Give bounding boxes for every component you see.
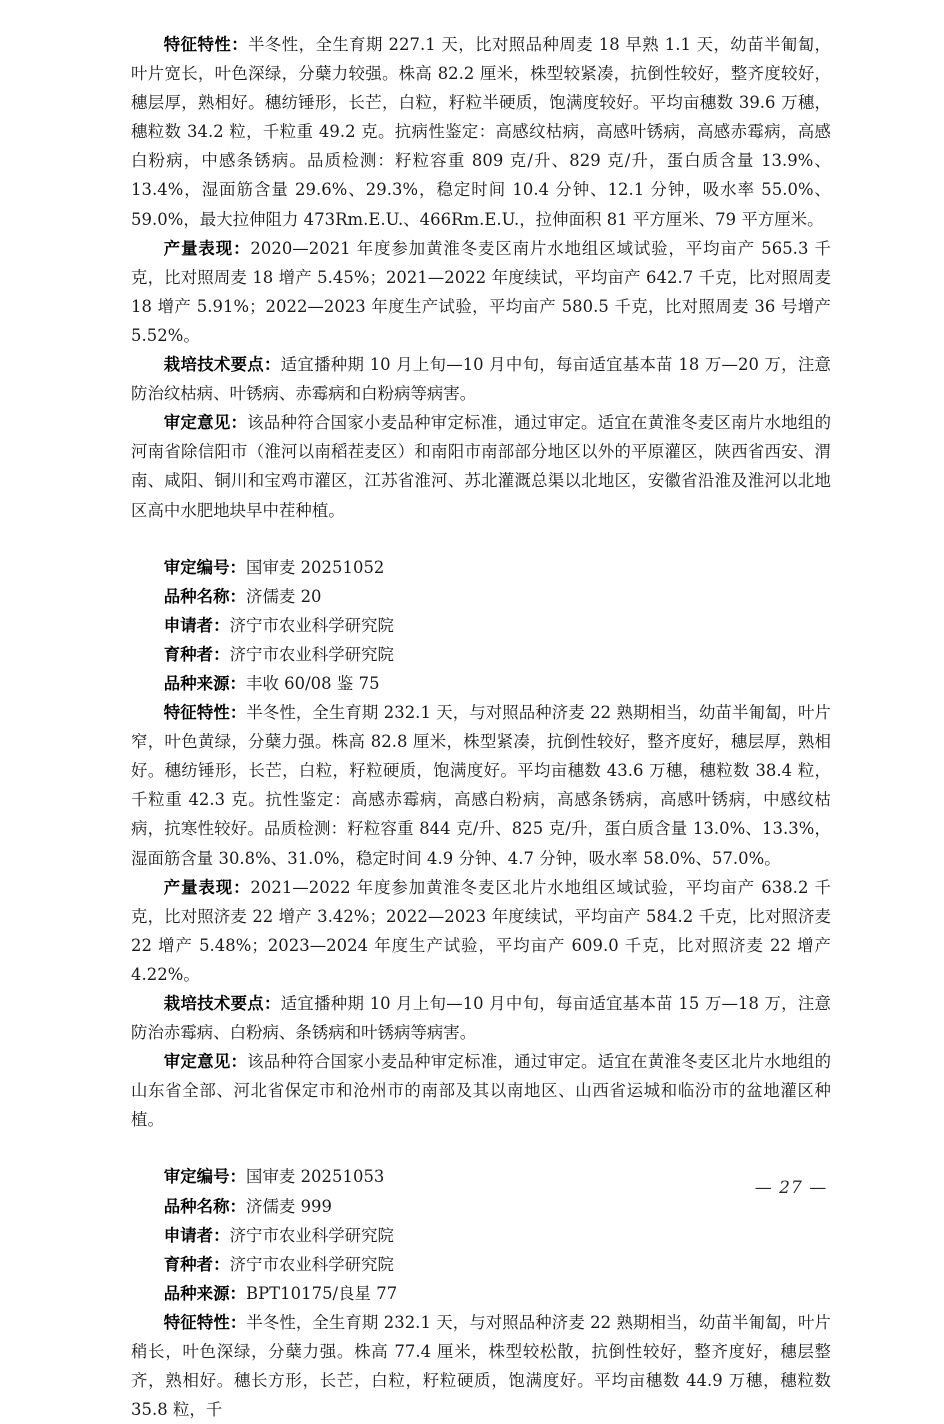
cultivation-label: 栽培技术要点： <box>163 994 281 1013</box>
applicant-line <box>131 611 831 640</box>
breeder-label: 育种者： <box>163 644 230 664</box>
cultivation-paragraph <box>131 989 831 1047</box>
variety-origin-label: 品种来源： <box>163 673 246 693</box>
cultivation-label: 栽培技术要点： <box>163 355 281 375</box>
variety-name-line <box>131 582 831 611</box>
approval-number-value: 国审麦 20251052 <box>246 557 385 577</box>
variety-origin-value: 丰收 60/08 鉴 75 <box>246 673 380 693</box>
approval-opinion-label: 审定意见： <box>163 413 248 433</box>
applicant-label: 申请者： <box>163 1225 230 1245</box>
approval-opinion-paragraph <box>131 408 831 524</box>
applicant-line <box>131 1221 831 1250</box>
yield-label: 产量表现： <box>163 877 251 897</box>
breeder-value: 济宁市农业科学研究院 <box>229 644 394 664</box>
variety-record-1 <box>131 30 831 525</box>
approval-opinion-paragraph <box>131 1047 831 1134</box>
yield-paragraph <box>131 234 831 350</box>
variety-name-value: 济儒麦 999 <box>246 1196 333 1216</box>
characteristics-label: 特征特性： <box>163 703 247 723</box>
variety-record-3 <box>131 1162 831 1424</box>
approval-number-value: 国审麦 20251053 <box>246 1167 385 1187</box>
breeder-line <box>131 640 831 669</box>
characteristics-label: 特征特性： <box>163 35 249 54</box>
breeder-label: 育种者： <box>163 1254 230 1274</box>
characteristics-label: 特征特性： <box>163 1312 247 1332</box>
approval-number-line <box>131 553 831 582</box>
cultivation-text: 适宜播种期 10 月上旬—10 月中旬，每亩适宜基本苗 15 万—18 万，注意防治赤霉病、白粉病、条锈病和叶锈病等病害。 <box>131 994 831 1043</box>
characteristics-paragraph <box>131 30 831 234</box>
characteristics-paragraph <box>131 698 831 873</box>
yield-text: 2020—2021 年度参加黄淮冬麦区南片水地组区域试验，平均亩产 565.3 千克，比对照周麦 18 增产 5.45%；2021—2022 年度续试，平均亩产 642.7 千克，比对照周麦 18 增产 5.91%；2022—2023 年度生产试验，平均亩产 580.5 千克，比对照周麦 36 号增产 5.52%。 <box>131 238 831 345</box>
page-number: — 27 — <box>754 1178 828 1198</box>
breeder-line <box>131 1250 831 1279</box>
characteristics-text: 半冬性，全生育期 232.1 天，与对照品种济麦 22 熟期相当，幼苗半匍匐，叶片窄，叶色黄绿，分蘖力强。株高 82.8 厘米，株型紧凑，抗倒性较好，整齐度好，穗层厚，熟相好。穗纺锤形，长芒，白粒，籽粒硬质，饱满度好。平均亩穗数 43.6 万穗，穗粒数 38.4 粒，千粒重 42.3 克。抗性鉴定：高感赤霉病，高感白粉病，高感条锈病，高感叶锈病，中感纹枯病，抗寒性较好。品质检测：籽粒容重 844 克/升、825 克/升，蛋白质含量 13.0%、13.3%，湿面筋含量 30.8%、31.0%，稳定时间 4.9 分钟、4.7 分钟，吸水率 58.0%、57.0%。 <box>131 703 831 868</box>
yield-text: 2021—2022 年度参加黄淮冬麦区北片水地组区域试验，平均亩产 638.2 千克，比对照济麦 22 增产 3.42%；2022—2023 年度续试，平均亩产 584.2 千克，比对照济麦 22 增产 5.48%；2023—2024 年度生产试验，平均亩产 609.0 千克，比对照济麦 22 增产 4.22%。 <box>131 877 831 984</box>
variety-origin-line <box>131 669 831 698</box>
variety-origin-value: BPT10175/良星 77 <box>246 1283 398 1303</box>
approval-opinion-label: 审定意见： <box>163 1052 248 1072</box>
cultivation-paragraph <box>131 350 831 408</box>
variety-name-value: 济儒麦 20 <box>246 586 322 606</box>
approval-number-label: 审定编号： <box>163 557 246 577</box>
yield-label: 产量表现： <box>163 238 251 258</box>
variety-origin-label: 品种来源： <box>163 1283 246 1303</box>
variety-name-label: 品种名称： <box>163 1196 246 1216</box>
record-separator <box>131 1134 831 1162</box>
characteristics-text: 半冬性，全生育期 232.1 天，与对照品种济麦 22 熟期相当，幼苗半匍匐，叶片稍长，叶色深绿，分蘖力强。株高 77.4 厘米，株型较松散，抗倒性较好，整齐度好，穗层整齐，熟相好。穗长方形，长芒，白粒，籽粒硬质，饱满度好。平均亩穗数 44.9 万穗，穗粒数 35.8 粒，千 <box>131 1312 831 1420</box>
applicant-value: 济宁市农业科学研究院 <box>229 615 394 635</box>
page-number-footer <box>0 1178 944 1198</box>
approval-opinion-text: 该品种符合国家小麦品种审定标准，通过审定。适宜在黄淮冬麦区南片水地组的河南省除信阳市（淮河以南稻茬麦区）和南阳市南部部分地区以外的平原灌区，陕西省西安、渭南、咸阳、铜川和宝鸡市灌区，江苏省淮河、苏北灌溉总渠以北地区，安徽省沿淮及淮河以北地区高中水肥地块早中茬种植。 <box>131 413 832 520</box>
variety-name-label: 品种名称： <box>163 586 246 606</box>
characteristics-text: 半冬性，全生育期 227.1 天，比对照品种周麦 18 早熟 1.1 天，幼苗半匍匐，叶片宽长，叶色深绿，分蘖力较强。株高 82.2 厘米，株型较紧凑，抗倒性较好，整齐度较好，穗层厚，熟相好。穗纺锤形，长芒，白粒，籽粒半硬质，饱满度较好。平均亩穗数 39.6 万穗，穗粒数 34.2 粒，千粒重 49.2 克。抗病性鉴定：高感纹枯病，高感叶锈病，高感赤霉病，高感白粉病，中感条锈病。品质检测：籽粒容重 809 克/升、829 克/升，蛋白质含量 13.9%、13.4%，湿面筋含量 29.6%、29.3%，稳定时间 10.4 分钟、12.1 分钟，吸水率 55.0%、59.0%，最大拉伸阻力 473Rm.E.U.、466Rm.E.U.，拉伸面积 81 平方厘米、79 平方厘米。 <box>131 35 831 229</box>
breeder-value: 济宁市农业科学研究院 <box>229 1254 394 1274</box>
approval-number-label: 审定编号： <box>163 1167 246 1187</box>
yield-paragraph <box>131 873 831 989</box>
applicant-label: 申请者： <box>163 615 230 635</box>
cultivation-text: 适宜播种期 10 月上旬—10 月中旬，每亩适宜基本苗 18 万—20 万，注意防治纹枯病、叶锈病、赤霉病和白粉病等病害。 <box>131 355 831 404</box>
variety-record-2 <box>131 553 831 1135</box>
document-body <box>131 30 831 1424</box>
approval-opinion-text: 该品种符合国家小麦品种审定标准，通过审定。适宜在黄淮冬麦区北片水地组的山东省全部、河北省保定市和沧州市的南部及其以南地区、山西省运城和临汾市的盆地灌区种植。 <box>131 1052 832 1130</box>
record-separator <box>131 525 831 553</box>
applicant-value: 济宁市农业科学研究院 <box>229 1225 394 1245</box>
variety-origin-line <box>131 1279 831 1308</box>
characteristics-paragraph <box>131 1308 831 1424</box>
